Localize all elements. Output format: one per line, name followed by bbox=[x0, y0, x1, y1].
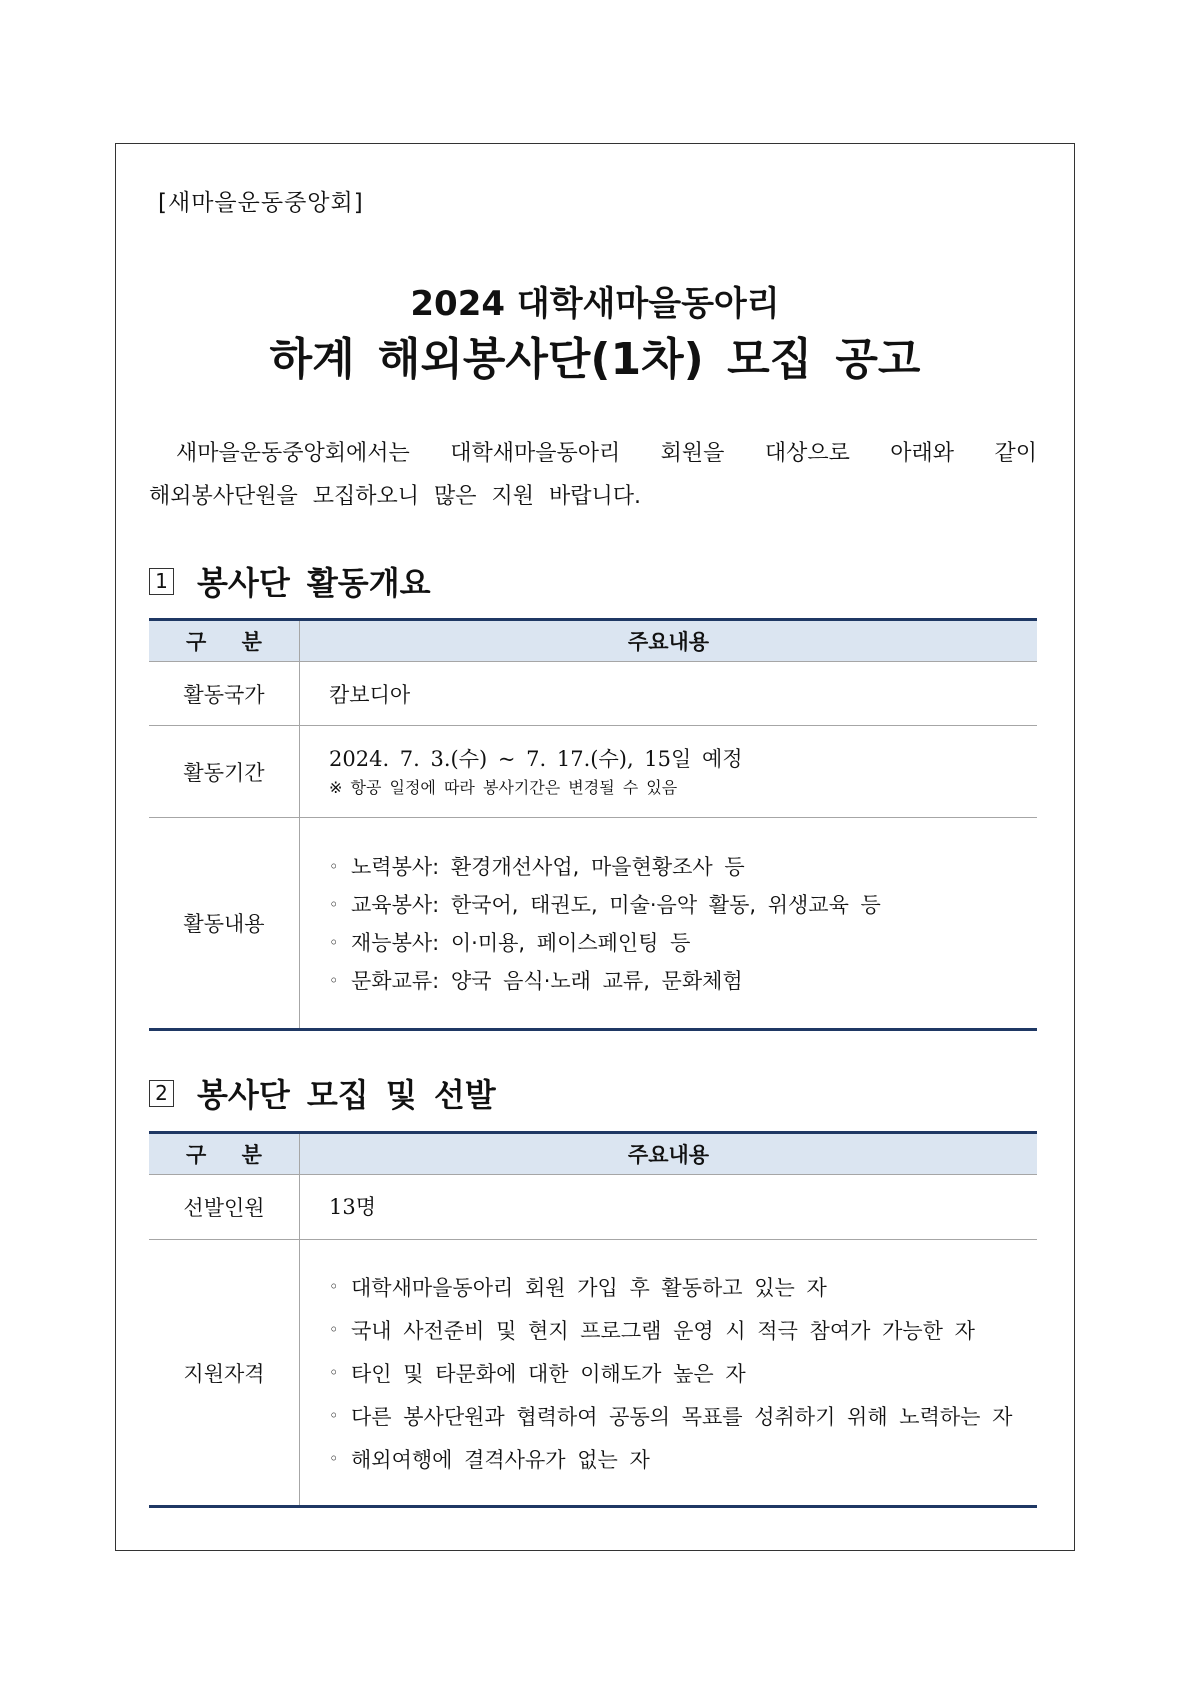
row-value-period bbox=[300, 726, 1037, 817]
list-item: ◦ 재능봉사: 이·미용, 페이스페인팅 등 bbox=[329, 931, 691, 955]
section1-table bbox=[149, 618, 1037, 1031]
row-value-eligibility bbox=[300, 1240, 1037, 1505]
row-value-country: 캄보디아 bbox=[329, 682, 411, 707]
row-value-headcount: 13명 bbox=[329, 1195, 377, 1219]
column-header-category: 구 분 bbox=[149, 621, 300, 661]
section2-table bbox=[149, 1131, 1037, 1508]
list-item: ◦ 국내 사전준비 및 현지 프로그램 운영 시 적극 참여가 가능한 자 bbox=[329, 1318, 975, 1343]
list-item: ◦ 타인 및 타문화에 대한 이해도가 높은 자 bbox=[329, 1361, 746, 1386]
bullet-mark: ◦ bbox=[329, 894, 339, 914]
intro-line-2: 해외봉사단원을 모집하오니 많은 지원 바랍니다. bbox=[149, 484, 642, 509]
table-row bbox=[149, 1239, 1037, 1505]
bullet-mark: ◦ bbox=[329, 856, 339, 876]
column-header-category: 구 분 bbox=[149, 1134, 300, 1174]
period-dates: 2024. 7. 3.(수) ~ 7. 17.(수), 15일 예정 bbox=[329, 746, 743, 771]
column-header-content: 주요내용 bbox=[627, 630, 710, 654]
row-value-activities bbox=[300, 818, 1037, 1028]
list-item: ◦ 문화교류: 양국 음식·노래 교류, 문화체험 bbox=[329, 969, 743, 993]
row-label-period: 활동기간 bbox=[149, 726, 300, 817]
bullet-mark: ◦ bbox=[329, 1406, 339, 1425]
intro-line-1: 새마을운동중앙회에서는 대학새마을동아리 회원을 대상으로 아래와 같이 bbox=[176, 441, 1037, 466]
bullet-mark: ◦ bbox=[329, 932, 339, 952]
title-line-2: 하계 해외봉사단(1차) 모집 공고 bbox=[269, 334, 921, 385]
section1-title: 봉사단 활동개요 bbox=[197, 564, 431, 602]
row-label-headcount: 선발인원 bbox=[149, 1175, 300, 1239]
column-header-content: 주요내용 bbox=[627, 1143, 710, 1167]
bullet-mark: ◦ bbox=[329, 970, 339, 990]
table-row bbox=[149, 661, 1037, 725]
section2-number-box: 2 bbox=[149, 1080, 174, 1107]
list-item: ◦ 해외여행에 결격사유가 없는 자 bbox=[329, 1447, 650, 1472]
list-item: ◦ 대학새마을동아리 회원 가입 후 활동하고 있는 자 bbox=[329, 1275, 827, 1300]
table-header-row bbox=[149, 621, 1037, 661]
row-label-eligibility: 지원자격 bbox=[149, 1240, 300, 1505]
table-header-row bbox=[149, 1134, 1037, 1174]
title-line-1: 2024 대학새마을동아리 bbox=[410, 284, 780, 324]
row-label-country: 활동국가 bbox=[149, 662, 300, 725]
list-item: ◦ 다른 봉사단원과 협력하여 공동의 목표를 성취하기 위해 노력하는 자 bbox=[329, 1404, 1013, 1429]
period-note: ※ 항공 일정에 따라 봉사기간은 변경될 수 있음 bbox=[329, 777, 678, 797]
table-row bbox=[149, 725, 1037, 817]
bullet-mark: ◦ bbox=[329, 1449, 339, 1468]
row-label-activities: 활동내용 bbox=[149, 818, 300, 1028]
list-item: ◦ 노력봉사: 환경개선사업, 마을현황조사 등 bbox=[329, 855, 745, 879]
bullet-mark: ◦ bbox=[329, 1277, 339, 1296]
bullet-mark: ◦ bbox=[329, 1320, 339, 1339]
organization-label: [새마을운동중앙회] bbox=[158, 190, 364, 216]
table-row bbox=[149, 1174, 1037, 1239]
list-item: ◦ 교육봉사: 한국어, 태권도, 미술·음악 활동, 위생교육 등 bbox=[329, 893, 881, 917]
section2-heading bbox=[149, 1075, 496, 1114]
section1-number-box: 1 bbox=[149, 568, 174, 595]
table-row bbox=[149, 817, 1037, 1028]
section1-heading bbox=[149, 563, 431, 602]
section2-title: 봉사단 모집 및 선발 bbox=[197, 1076, 496, 1114]
bullet-mark: ◦ bbox=[329, 1363, 339, 1382]
